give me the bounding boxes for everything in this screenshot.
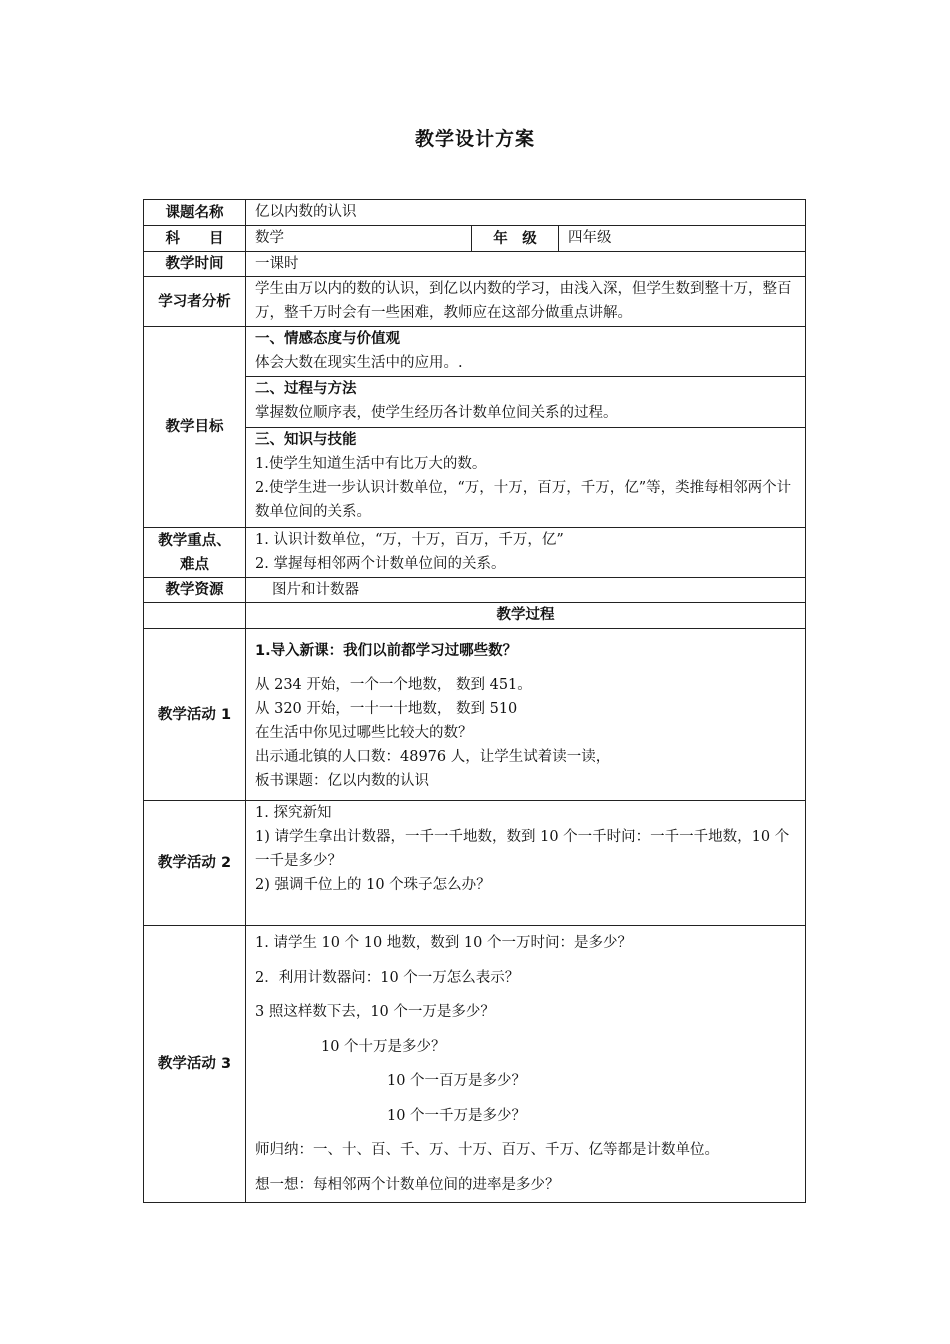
keypoint-2: 2. 掌握每相邻两个计数单位间的关系。: [255, 556, 506, 572]
activity2-label: 教学活动 2: [144, 801, 246, 926]
row-resources: [144, 578, 806, 603]
topic-label: 课题名称: [144, 200, 246, 226]
row-learner: [144, 277, 806, 327]
goal-heading-2: 二、过程与方法: [255, 381, 357, 397]
activity3-line-6: 10 个一千万是多少？: [387, 1107, 527, 1124]
process-empty-cell: [144, 603, 246, 629]
grade-value: 四年级: [559, 226, 806, 252]
resources-value: 图片和计数器: [246, 578, 806, 603]
activity3-line-8: 想一想：每相邻两个计数单位间的进率是多少？: [255, 1176, 560, 1193]
activity1-line-2: 从 320 开始，一十一十地数， 数到 510: [255, 701, 518, 717]
learner-text: 学生由万以内的数的认识，到亿以内数的学习，由浅入深，但学生数到整十万，整百万，整千万时会有一些困难，教师应在这部分做重点讲解。: [246, 277, 806, 327]
activity2-line-3: 2) 强调千位上的 10 个珠子怎么办？: [255, 877, 491, 893]
row-keypoints: [144, 528, 806, 578]
subject-label: 科 目: [144, 226, 246, 252]
activity3-line-2: 2．利用计数器问：10 个一万怎么表示？: [255, 969, 520, 986]
goal-section-2: [246, 377, 806, 428]
activity2-cell: [246, 801, 806, 926]
activity1-line-5: 板书课题：亿以内数的认识: [255, 773, 429, 789]
activity3-line-3: 3 照这样数下去，10 个一万是多少？: [255, 1004, 495, 1020]
lesson-plan-table: [143, 199, 806, 1203]
row-topic: [144, 200, 806, 226]
row-activity-1: [144, 629, 806, 801]
activity3-line-7: 师归纳：一、十、百、千、万、十万、百万、千万、亿等都是计数单位。: [255, 1142, 719, 1158]
activity1-line-1: 从 234 开始，一个一个地数， 数到 451。: [255, 677, 532, 693]
goal-heading-3: 三、知识与技能: [255, 432, 357, 448]
activity3-line-5: 10 个一百万是多少？: [387, 1073, 527, 1089]
goals-label: 教学目标: [144, 327, 246, 528]
goal-line-3-2: 2.使学生进一步认识计数单位，“万，十万，百万，千万，亿”等，类推每相邻两个计数单位间的关系。: [255, 480, 792, 520]
activity1-heading: 1.导入新课：我们以前都学习过哪些数？: [255, 643, 518, 659]
goal-heading-1: 一、情感态度与价值观: [255, 331, 400, 347]
row-subject: [144, 226, 806, 252]
row-goal-1: [144, 327, 806, 377]
goal-line-3-1: 1.使学生知道生活中有比万大的数。: [255, 456, 487, 472]
activity1-label: 教学活动 1: [144, 629, 246, 801]
topic-value: 亿以内数的认识: [246, 200, 806, 226]
row-activity-3: [144, 926, 806, 1203]
document-title: 教学设计方案: [414, 128, 535, 150]
activity2-line-2: 1) 请学生拿出计数器，一千一千地数，数到 10 个一千时问：一千一千地数，10 个一千是多少？: [255, 829, 790, 869]
learner-label: 学习者分析: [144, 277, 246, 327]
activity2-line-1: 1. 探究新知: [255, 805, 332, 821]
grade-label: 年 级: [472, 226, 559, 252]
goal-section-3: [246, 428, 806, 528]
goal-line-1-1: 体会大数在现实生活中的应用。.: [255, 355, 463, 371]
activity1-line-3: 在生活中你见过哪些比较大的数？: [255, 725, 473, 741]
goal-section-1: [246, 327, 806, 377]
activity1-line-4: 出示通北镇的人口数：48976 人，让学生试着读一读，: [255, 749, 611, 765]
row-time: [144, 252, 806, 277]
keypoints-cell: [246, 528, 806, 578]
keypoints-label: 教学重点、难点: [144, 528, 246, 578]
row-process-heading: [144, 603, 806, 629]
process-heading: 教学过程: [246, 603, 806, 629]
time-label: 教学时间: [144, 252, 246, 277]
subject-value: 数学: [246, 226, 472, 252]
activity3-line-1: 1. 请学生 10 个 10 地数，数到 10 个一万时问：是多少？: [255, 935, 632, 951]
time-value: 一课时: [246, 252, 806, 277]
keypoint-1: 1. 认识计数单位，“万，十万，百万，千万，亿”: [255, 532, 564, 548]
goal-line-2-1: 掌握数位顺序表，使学生经历各计数单位间关系的过程。: [255, 405, 618, 421]
activity1-cell: [246, 629, 806, 801]
row-activity-2: [144, 801, 806, 926]
activity3-cell: [246, 926, 806, 1203]
activity3-label: 教学活动 3: [144, 926, 246, 1203]
resources-label: 教学资源: [144, 578, 246, 603]
activity3-line-4: 10 个十万是多少？: [321, 1038, 446, 1055]
